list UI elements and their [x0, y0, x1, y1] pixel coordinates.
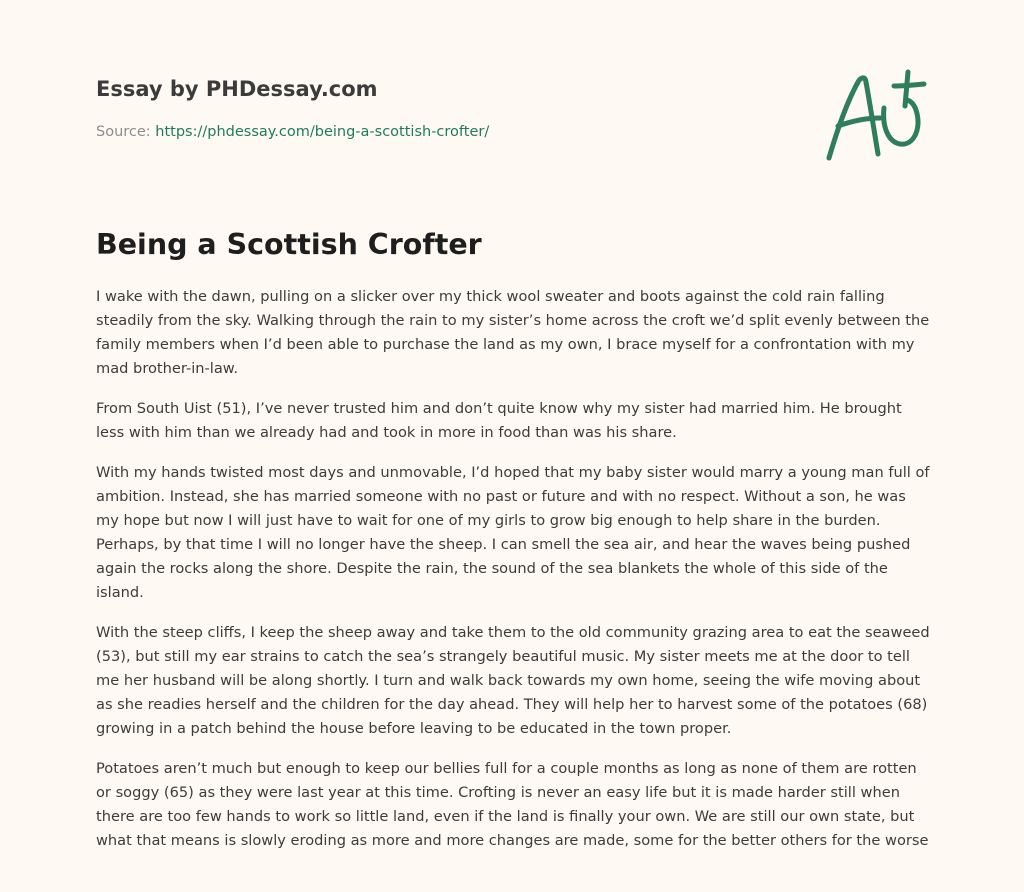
essay-paragraph: I wake with the dawn, pulling on a slicker over my thick wool sweater and boots against the cold rain falling steadily from the sky. Walking through the rain to my sister’s home across the croft we’d split evenly between the family members when I’d been able to purchase the land as my own, I brace myself for a confrontation with my mad brother-in-law. — [96, 288, 930, 377]
source-link[interactable]: https://phdessay.com/being-a-scottish-crofter/ — [155, 124, 490, 140]
site-title: Essay by PHDessay.com — [96, 77, 378, 101]
essay-paragraph: With my hands twisted most days and unmovable, I’d hoped that my baby sister would marry a young man full of ambition. Instead, she has married someone with no past or future and with no respect. Without a son, he was my hope but now I will just have to wait for one of my girls to grow big enough to help share in the burden. Perhaps, by that time I will no longer have the sheep. I can smell the sea air, and hear the waves being pushed again the rocks along the shore. Despite the rain, the sound of the sea blankets the whole of this side of the island. — [96, 464, 930, 601]
essay-body — [96, 285, 932, 869]
source-line — [96, 122, 796, 142]
essay-paragraph: With the steep cliffs, I keep the sheep away and take them to the old community grazing area to eat the seaweed (53), but still my ear strains to catch the sea’s strangely beautiful music. My sister meets me at the door to tell me her husband will be along shortly. I turn and walk back towards my own home, seeing the wife moving about as she readies herself and the children for the day ahead. They will help her to harvest some of the potatoes (68) growing in a patch behind the house before leaving to be educated in the town proper. — [96, 624, 930, 737]
essay-title: Being a Scottish Crofter — [96, 228, 482, 261]
source-label: Source: — [96, 124, 151, 140]
site-header — [96, 74, 796, 142]
a-plus-logo-icon — [818, 66, 934, 164]
essay-paragraph: Potatoes aren’t much but enough to keep our bellies full for a couple months as long as none of them are rotten or soggy (65) as they were last year at this time. Crofting is never an easy life but it is made harder still when there are too few hands to work so little land, even if the land is finally your own. We are still our own state, but what that means is slowly eroding as more and more changes are made, some for the better others for the worse — [96, 760, 929, 849]
essay-paragraph: From South Uist (51), I’ve never trusted him and don’t quite know why my sister had married him. He brought less with him than we already had and took in more in food than was his share. — [96, 400, 902, 441]
